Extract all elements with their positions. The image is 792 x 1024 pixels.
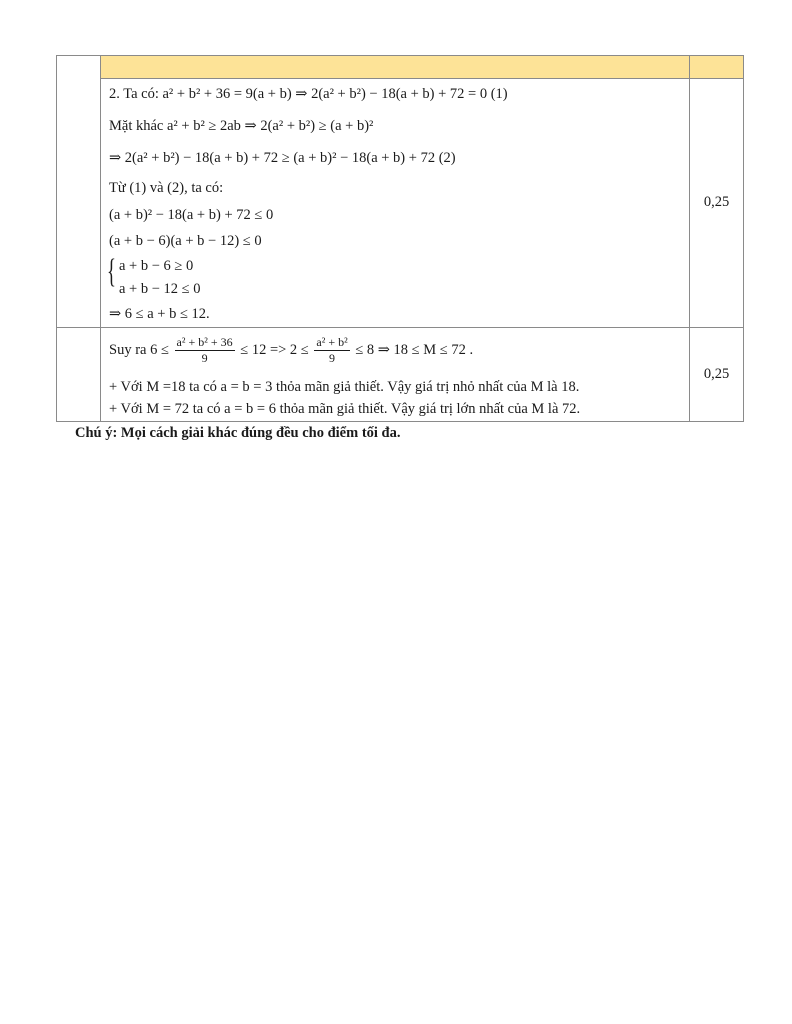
part2-line-4: Từ (1) và (2), ta có:	[109, 180, 224, 196]
suy-ra-suffix: ≤ 8 ⇒ 18 ≤ M ≤ 72 .	[355, 342, 474, 358]
fraction-2-numerator: a² + b²	[316, 335, 348, 350]
row2-index-cell	[56, 78, 101, 328]
header-cell-content	[100, 55, 690, 79]
part2-line-8: a + b − 12 ≤ 0	[119, 281, 201, 297]
row3-index-cell	[56, 327, 101, 422]
part3-score: 0,25	[703, 366, 730, 382]
part2-line-7: a + b − 6 ≥ 0	[119, 258, 194, 274]
part2-line-3: ⇒ 2(a² + b²) − 18(a + b) + 72 ≥ (a + b)² − 18(a + b) + 72 (2)	[109, 150, 456, 166]
fraction-2	[314, 335, 349, 366]
part2-line-1: 2. Ta có: a² + b² + 36 = 9(a + b) ⇒ 2(a² + b²) − 18(a + b) + 72 = 0 (1)	[109, 86, 508, 102]
suy-ra-prefix: Suy ra 6 ≤	[109, 342, 169, 358]
fraction-1-numerator: a² + b² + 36	[176, 335, 233, 350]
header-cell-score	[689, 55, 744, 79]
footer-note: Chú ý: Mọi cách giải khác đúng đều cho điểm tối đa.	[75, 425, 401, 441]
row2-content-cell	[100, 78, 690, 328]
fraction-1-denominator: 9	[201, 351, 208, 366]
suy-ra-mid: ≤ 12 => 2 ≤	[240, 342, 309, 358]
part3-suy-ra-line	[109, 332, 473, 368]
fraction-1	[175, 335, 235, 366]
part2-line-2: Mặt khác a² + b² ≥ 2ab ⇒ 2(a² + b²) ≥ (a + b)²	[109, 118, 374, 134]
row3-score-cell	[689, 327, 744, 422]
part3-max-line: + Với M = 72 ta có a = b = 6 thỏa mãn giả thiết. Vậy giá trị lớn nhất của M là 72.	[109, 401, 581, 417]
part2-line-6: (a + b − 6)(a + b − 12) ≤ 0	[109, 233, 262, 249]
header-cell-index	[56, 55, 101, 79]
part2-score: 0,25	[703, 194, 730, 210]
fraction-2-denominator: 9	[329, 351, 336, 366]
system-brace: {	[107, 253, 116, 290]
part2-line-9: ⇒ 6 ≤ a + b ≤ 12.	[109, 306, 210, 322]
part3-min-line: + Với M =18 ta có a = b = 3 thỏa mãn giả thiết. Vậy giá trị nhỏ nhất của M là 18.	[109, 379, 580, 395]
row3-content-cell	[100, 327, 690, 422]
row2-score-cell	[689, 78, 744, 328]
answer-table	[56, 55, 744, 422]
part2-line-5: (a + b)² − 18(a + b) + 72 ≤ 0	[109, 207, 274, 223]
